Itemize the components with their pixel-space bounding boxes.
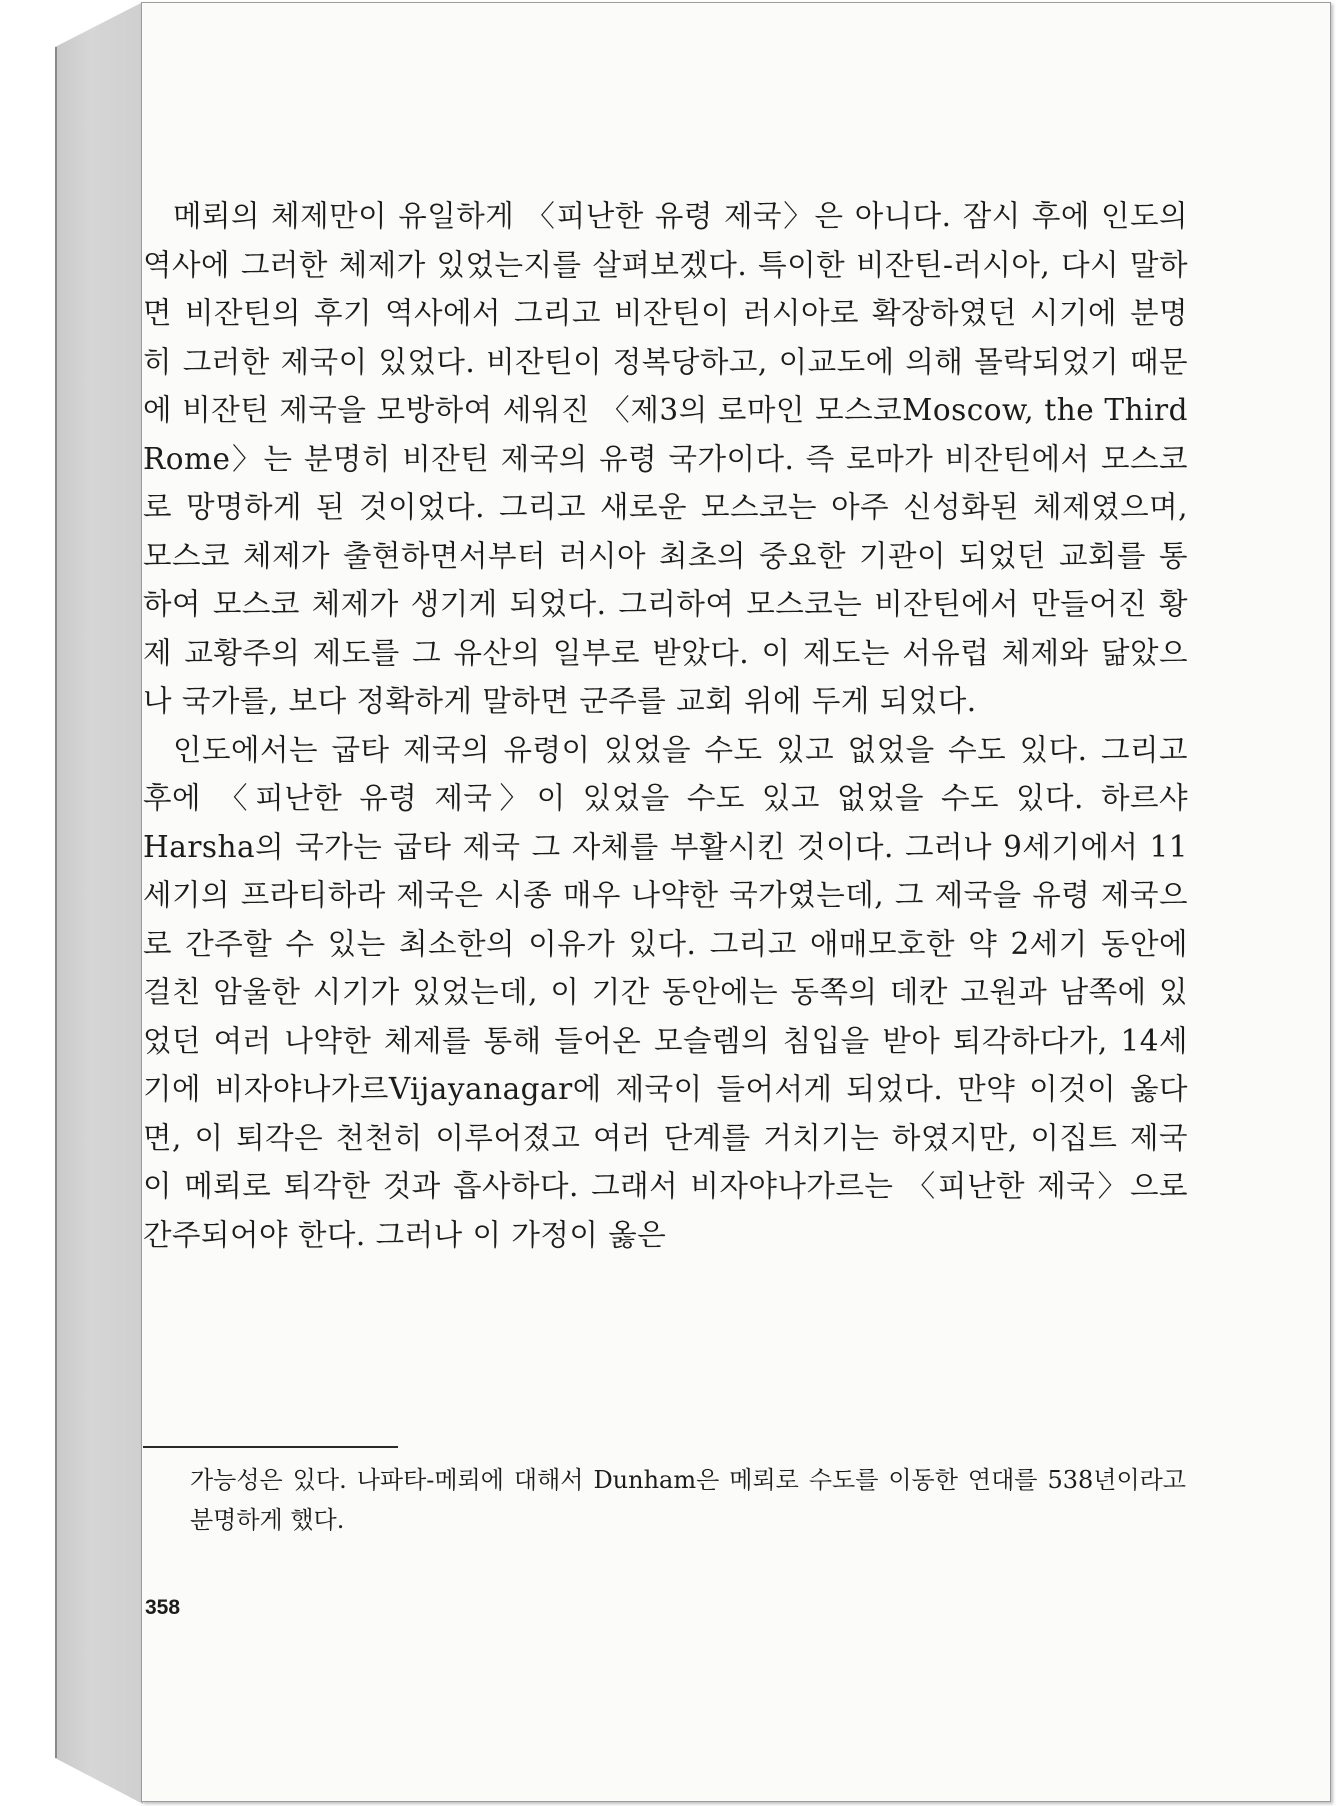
paragraph: 메뢰의 체제만이 유일하게 〈피난한 유령 제국〉은 아니다. 잠시 후에 인도의 역사에 그러한 체제가 있었는지를 살펴보겠다. 특이한 비잔틴-러시아, 다시 말하면 비잔틴의 후기 역사에서 그리고 비잔틴이 러시아로 확장하였던 시기에 분명히 그러한 제국이 있었다. 비잔틴이 정복당하고, 이교도에 의해 몰락되었기 때문에 비잔틴 제국을 모방하여 세워진 〈제3의 로마인 모스코Moscow, the Third Rome〉는 분명히 비잔틴 제국의 유령 국가이다. 즉 로마가 비잔틴에서 모스코로 망명하게 된 것이었다. 그리고 새로운 모스코는 아주 신성화된 체제였으며, 모스코 체제가 출현하면서부터 러시아 최초의 중요한 기관이 되었던 교회를 통하여 모스코 체제가 생기게 되었다. 그리하여 모스코는 비잔틴에서 만들어진 황제 교황주의 제도를 그 유산의 일부로 받았다. 이 제도는 서유럽 체제와 닮았으나 국가를, 보다 정확하게 말하면 군주를 교회 위에 두게 되었다. <box>143 199 1188 718</box>
page-number: 358 <box>145 1596 181 1619</box>
body-text <box>143 192 1188 1259</box>
footnote: 가능성은 있다. 나파타-메뢰에 대해서 Dunham은 메뢰로 수도를 이동한 연대를 538년이라고 분명하게 했다. <box>190 1466 1186 1534</box>
book-spine <box>55 2 143 1804</box>
paragraph: 인도에서는 굽타 제국의 유령이 있었을 수도 있고 없었을 수도 있다. 그리고 후에 〈피난한 유령 제국〉이 있었을 수도 있고 없었을 수도 있다. 하르샤Harsha의 국가는 굽타 제국 그 자체를 부활시킨 것이다. 그러나 9세기에서 11세기의 프라티하라 제국은 시종 매우 나약한 국가였는데, 그 제국을 유령 제국으로 간주할 수 있는 최소한의 이유가 있다. 그리고 애매모호한 약 2세기 동안에 걸친 암울한 시기가 있었는데, 이 기간 동안에는 동쪽의 데칸 고원과 남쪽에 있었던 여러 나약한 체제를 통해 들어온 모슬렘의 침입을 받아 퇴각하다가, 14세기에 비자야나가르Vijayanagar에 제국이 들어서게 되었다. 만약 이것이 옳다면, 이 퇴각은 천천히 이루어졌고 여러 단계를 거치기는 하였지만, 이집트 제국이 메뢰로 퇴각한 것과 흡사하다. 그래서 비자야나가르는 〈피난한 제국〉으로 간주되어야 한다. 그러나 이 가정이 옳은 <box>143 732 1188 1252</box>
footnote-divider <box>143 1446 398 1448</box>
